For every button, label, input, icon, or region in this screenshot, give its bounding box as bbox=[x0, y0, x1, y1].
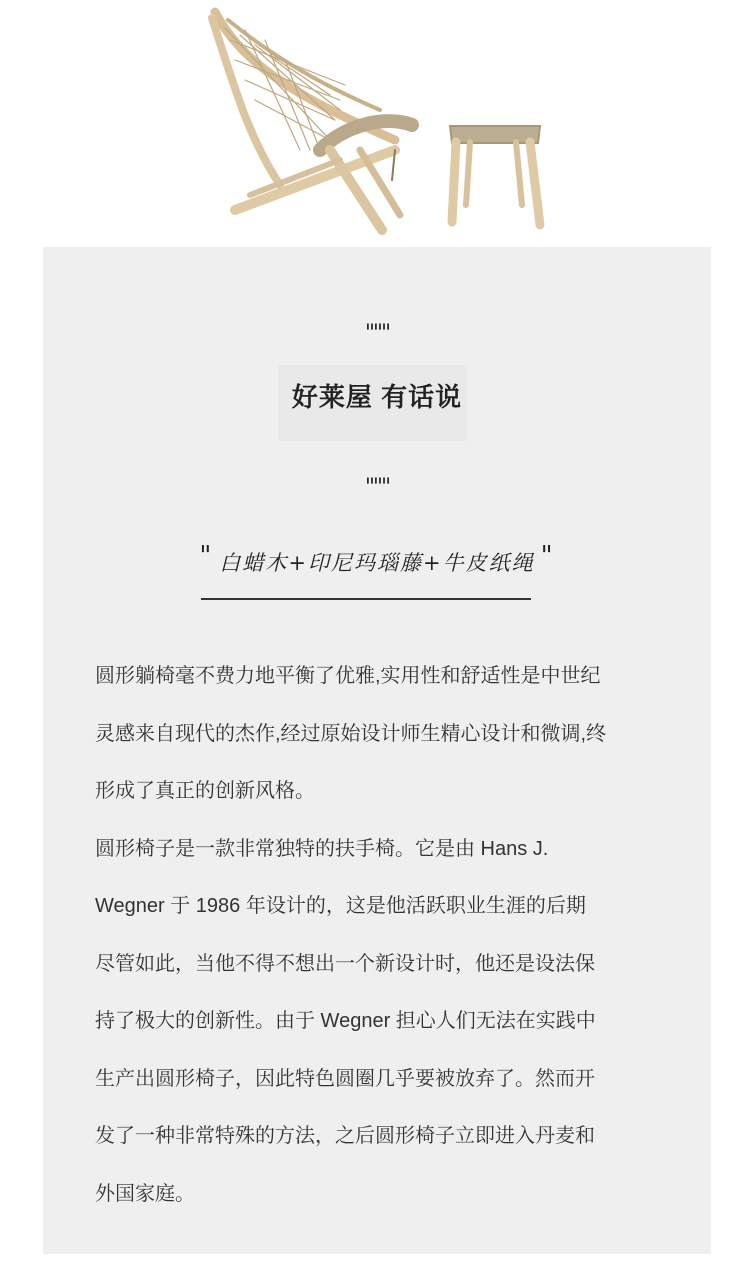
paragraph-line: Wegner 于 1986 年设计的，这是他活跃职业生涯的后期 bbox=[95, 895, 586, 917]
paragraph-line: 形成了真正的创新风格。 bbox=[95, 780, 315, 802]
paragraph-line: 灵感来自现代的杰作,经过原始设计师生精心设计和微调,终 bbox=[95, 722, 607, 745]
content-panel bbox=[43, 247, 711, 1254]
divider-line bbox=[201, 598, 531, 600]
paragraph-line: 圆形椅子是一款非常独特的扶手椅。它是由 Hans J. bbox=[95, 837, 549, 860]
decorative-quote-mark-bottom: """ bbox=[364, 475, 390, 500]
materials-text: 白蜡木+印尼玛瑙藤+牛皮纸绳 bbox=[219, 551, 535, 575]
open-quote: " bbox=[199, 541, 214, 571]
hero-image bbox=[0, 0, 750, 247]
description-paragraph bbox=[95, 648, 665, 1223]
paragraph-line: 发了一种非常特殊的方法，之后圆形椅子立即进入丹麦和 bbox=[95, 1125, 595, 1147]
paragraph-line: 外国家庭。 bbox=[95, 1182, 195, 1205]
paragraph-line: 圆形躺椅毫不费力地平衡了优雅,实用性和舒适性是中世纪 bbox=[95, 665, 601, 687]
paragraph-line: 尽管如此，当他不得不想出一个新设计时，他还是设法保 bbox=[95, 952, 595, 975]
decorative-quote-mark-top: """ bbox=[364, 321, 390, 346]
chair-illustration bbox=[0, 0, 750, 247]
section-title: 好莱屋 有话说 bbox=[291, 382, 463, 412]
paragraph-line: 生产出圆形椅子，因此特色圆圈几乎要被放弃了。然而开 bbox=[95, 1067, 595, 1090]
close-quote: " bbox=[540, 541, 555, 571]
materials-line bbox=[43, 541, 711, 577]
paragraph-line: 持了极大的创新性。由于 Wegner 担心人们无法在实践中 bbox=[95, 1010, 596, 1032]
